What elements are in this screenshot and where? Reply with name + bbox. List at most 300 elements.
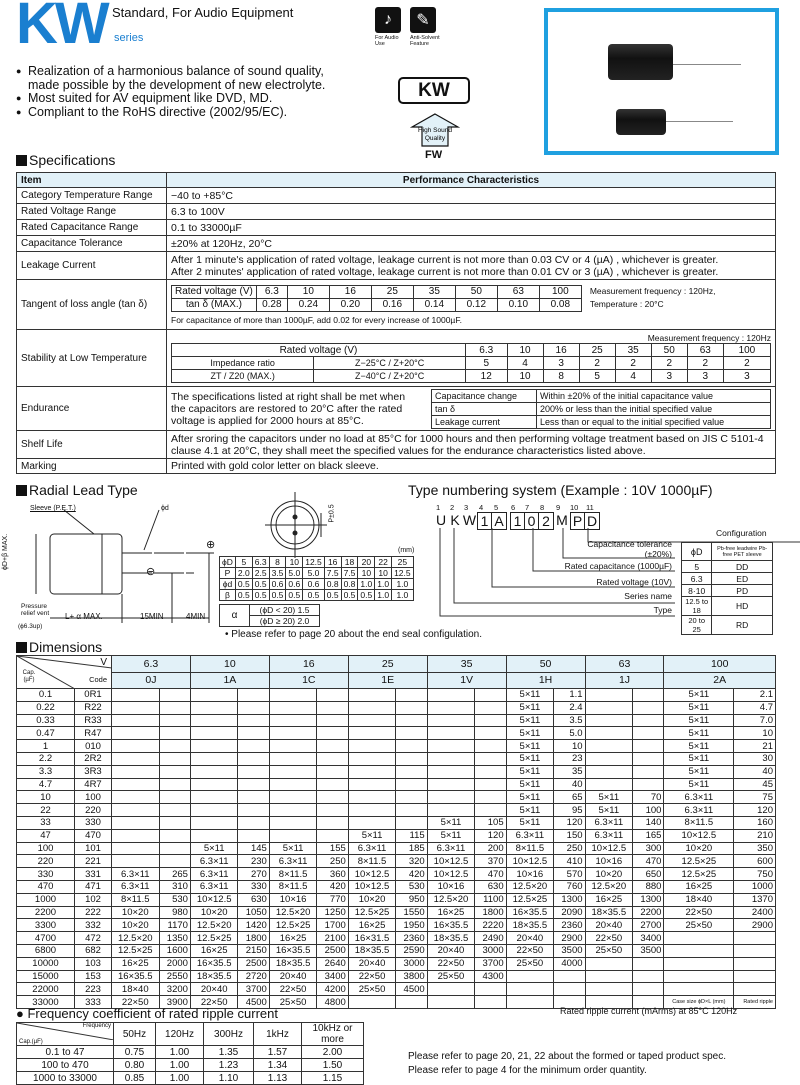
diameter-label: ϕD+β MAX.	[2, 533, 9, 570]
case-size-cell: 18×35.5	[506, 919, 554, 932]
ripple-cell: 630	[475, 880, 506, 893]
case-size-cell: 10×12.5	[427, 855, 475, 868]
case-size-cell	[585, 701, 633, 714]
ripple-cell	[633, 701, 664, 714]
table-row	[17, 778, 776, 791]
case-size-cell	[112, 778, 160, 791]
cell: 5	[235, 557, 252, 568]
cell: 10	[287, 285, 329, 298]
series-label: series	[114, 32, 144, 44]
ripple-cell: 370	[475, 855, 506, 868]
cell: 0.5	[252, 579, 269, 590]
case-size-cell: 16×25	[664, 880, 734, 893]
ripple-cell: 115	[396, 829, 427, 842]
case-size-cell: 6.3×11	[112, 868, 160, 881]
case-size-cell: 18×35.5	[269, 957, 317, 970]
case-size-cell: 8×11.5	[269, 868, 317, 881]
capacitance-cell: 0.22	[17, 701, 75, 714]
ripple-cell: 3000	[396, 957, 427, 970]
ripple-cell: 2500	[238, 957, 269, 970]
table-row	[17, 919, 776, 932]
case-size-cell: 20×40	[506, 932, 554, 945]
feature-item: ● Realization of a harmonious balance of sound quality,	[16, 65, 325, 79]
ripple-cell: 410	[554, 855, 585, 868]
col-header: 300Hz	[204, 1023, 254, 1046]
ripple-cell: 980	[159, 906, 190, 919]
specifications-table	[16, 172, 776, 474]
ripple-cell	[159, 714, 190, 727]
ripple-cell	[396, 804, 427, 817]
case-size-cell: 12.5×25	[190, 932, 238, 945]
cell: 2	[579, 357, 615, 370]
ripple-cell: 3400	[633, 932, 664, 945]
code-header: 1V	[427, 672, 506, 689]
case-size-cell: 6.3×11	[190, 855, 238, 868]
case-size-cell: 5×11	[664, 689, 734, 702]
feature-item: made possible by the development of new electrolyte.	[28, 77, 326, 92]
cell: 8	[543, 370, 579, 383]
case-size-cell	[112, 714, 160, 727]
ripple-cell: 570	[554, 868, 585, 881]
corner-cell	[17, 656, 112, 689]
case-size-cell	[269, 804, 317, 817]
position: 3	[464, 503, 469, 512]
case-size-cell: 5×11	[506, 701, 554, 714]
cell: 22	[375, 557, 392, 568]
case-size-cell	[348, 752, 396, 765]
case-size-cell: 6.3×11	[427, 842, 475, 855]
ripple-cell	[633, 765, 664, 778]
code-header: 0J	[112, 672, 191, 689]
ripple-cell	[396, 740, 427, 753]
case-size-cell: 12.5×20	[585, 880, 633, 893]
case-size-cell	[269, 752, 317, 765]
ripple-cell: 45	[734, 778, 776, 791]
ripple-cell	[396, 778, 427, 791]
cell: 10	[507, 344, 543, 357]
case-size-cell: 5×11	[506, 689, 554, 702]
cell: 50	[455, 285, 497, 298]
ripple-cell: 30	[734, 752, 776, 765]
cell: 1.34	[254, 1059, 302, 1072]
capacitance-cell: 10	[17, 791, 75, 804]
type-label: Type	[653, 605, 672, 615]
code-cell: 221	[75, 855, 112, 868]
code-cell: 333	[75, 996, 112, 1009]
ripple-cell: 1300	[554, 893, 585, 906]
cell: β	[220, 590, 236, 601]
cell: ϕd	[220, 579, 236, 590]
code-char: 2	[542, 513, 550, 529]
case-size-cell: 12.5×20	[190, 919, 238, 932]
ripple-cell	[159, 804, 190, 817]
ripple-cell: 2700	[633, 919, 664, 932]
svg-text:High Sound: High Sound	[418, 127, 452, 134]
case-size-cell: 10×12.5	[348, 880, 396, 893]
ripple-cell	[475, 778, 506, 791]
cell: Less than or equal to the initial specified value	[537, 415, 771, 428]
capacitance-cell: 3.3	[17, 765, 75, 778]
voltage-header: 35	[427, 656, 506, 673]
case-size-cell	[427, 701, 475, 714]
ripple-cell: 1000	[734, 880, 776, 893]
ripple-cell	[159, 778, 190, 791]
ripple-cell: 2550	[159, 970, 190, 983]
case-size-cell: 16×35.5	[427, 919, 475, 932]
code-cell: 223	[75, 983, 112, 996]
cell: 10	[375, 568, 392, 579]
cell: 12	[465, 370, 507, 383]
case-size-cell	[190, 689, 238, 702]
cell: 63	[497, 285, 539, 298]
measurement-note: Measurement frequency : 120Hz	[647, 333, 771, 343]
case-size-cell: 6.3×11	[664, 804, 734, 817]
case-size-cell: 18×35.5	[348, 944, 396, 957]
minus-icon: ⊖	[146, 566, 156, 578]
code-char: 1	[511, 513, 525, 529]
position: 8	[540, 503, 545, 512]
case-size-cell	[506, 983, 554, 996]
ripple-cell	[396, 714, 427, 727]
col-header: 120Hz	[156, 1023, 204, 1046]
case-size-cell: 16×35.5	[190, 957, 238, 970]
col-header: 1kHz	[254, 1023, 302, 1046]
series-logo: KW	[16, 0, 107, 56]
configuration-title: Configuration	[716, 528, 767, 538]
table-row	[17, 791, 776, 804]
case-size-cell	[112, 727, 160, 740]
row-label: tan δ (MAX.)	[172, 298, 257, 311]
dimensions-title: Dimensions	[16, 639, 102, 655]
case-size-cell	[269, 714, 317, 727]
case-size-cell	[585, 752, 633, 765]
cell: 5	[682, 561, 712, 573]
footer-note: Please refer to page 4 for the minimum order quantity.	[408, 1065, 647, 1076]
case-size-cell: 5×11	[585, 791, 633, 804]
cell: 6.3	[256, 285, 287, 298]
case-size-cell: 8×11.5	[269, 880, 317, 893]
alpha-table	[219, 604, 320, 627]
ripple-cell: 1800	[475, 906, 506, 919]
capacitance-cell: 10000	[17, 957, 75, 970]
case-size-cell: 22×50	[348, 970, 396, 983]
code-cell: 222	[75, 906, 112, 919]
case-size-cell	[190, 752, 238, 765]
ripple-cell	[238, 752, 269, 765]
cell: 0.24	[287, 298, 329, 311]
capacitance-label: Cap.(µF)	[19, 1039, 43, 1045]
ripple-cell	[475, 727, 506, 740]
cell: 10	[286, 557, 303, 568]
code-char: 0	[525, 513, 539, 529]
spec-label: Rated Voltage Range	[17, 204, 167, 220]
cell: RD	[712, 616, 773, 635]
cell: (ϕD < 20) 1.5	[250, 605, 320, 616]
cell: 1.0	[392, 579, 414, 590]
base-series: FW	[425, 149, 443, 161]
capacitance-cell: 6800	[17, 944, 75, 957]
case-size-cell: 16×25	[112, 957, 160, 970]
ripple-cell	[238, 727, 269, 740]
ripple-cell: 95	[554, 804, 585, 817]
ripple-cell: 4800	[317, 996, 348, 1009]
frequency-title-text: Frequency coefficient of rated ripple current	[27, 1006, 278, 1021]
case-size-cell: 5×11	[190, 842, 238, 855]
ripple-cell: 165	[633, 829, 664, 842]
ripple-cell	[734, 957, 776, 970]
case-size-cell: 22×50	[269, 983, 317, 996]
row-label: ZT / Z20 (MAX.)	[172, 370, 314, 383]
case-size-cell	[112, 804, 160, 817]
capacitance-cell: 0.33	[17, 714, 75, 727]
lead-pitch-diagram	[265, 490, 335, 560]
position: 11	[586, 503, 594, 512]
lead-wire	[673, 64, 741, 65]
ripple-cell: 530	[159, 893, 190, 906]
case-size-cell: 6.3×11	[112, 880, 160, 893]
table-row	[17, 932, 776, 945]
case-size-cell	[112, 829, 160, 842]
ripple-cell: 3700	[238, 983, 269, 996]
ripple-cell: 3200	[159, 983, 190, 996]
ripple-cell: 40	[554, 778, 585, 791]
case-size-cell	[506, 996, 554, 1009]
pitch-label: P±0.5	[328, 504, 336, 523]
ripple-cell: 1420	[238, 919, 269, 932]
case-size-cell	[427, 752, 475, 765]
code-header: 1J	[585, 672, 664, 689]
code-cell: 4R7	[75, 778, 112, 791]
case-size-cell: 5×11	[506, 816, 554, 829]
case-size-cell: 5×11	[664, 765, 734, 778]
ripple-cell: 265	[159, 868, 190, 881]
case-size-cell	[348, 816, 396, 829]
ripple-cell: 1250	[317, 906, 348, 919]
case-size-cell: 18×40	[112, 983, 160, 996]
case-size-cell	[585, 957, 633, 970]
code-cell: 332	[75, 919, 112, 932]
ripple-cell	[475, 804, 506, 817]
ripple-cell: 470	[475, 868, 506, 881]
ripple-cell: 300	[633, 842, 664, 855]
ripple-cell	[475, 791, 506, 804]
case-size-cell: 5×11	[506, 752, 554, 765]
case-size-cell: 10×12.5	[585, 842, 633, 855]
ripple-cell: 2360	[396, 932, 427, 945]
ripple-cell: 950	[396, 893, 427, 906]
code-header: 1A	[190, 672, 269, 689]
cell: 0.5	[358, 590, 375, 601]
cell: 0.5	[303, 590, 325, 601]
code-char: U	[435, 512, 447, 528]
case-size-cell: 16×25	[269, 932, 317, 945]
case-size-cell	[348, 689, 396, 702]
cell: 0.5	[235, 579, 252, 590]
position: 10	[570, 503, 579, 512]
row-label: tan δ	[432, 402, 537, 415]
ripple-cell: 250	[554, 842, 585, 855]
lead-diameter-label: ϕd	[161, 505, 169, 512]
cell: 10	[358, 568, 375, 579]
ripple-cell	[475, 765, 506, 778]
case-size-cell: 10×20	[190, 906, 238, 919]
case-size-cell: 10×12.5	[664, 829, 734, 842]
ripple-cell: 5.0	[554, 727, 585, 740]
ripple-cell: Rated ripple	[734, 996, 776, 1009]
case-size-cell: 16×35.5	[112, 970, 160, 983]
cell: 2	[687, 357, 723, 370]
ripple-cell: 4300	[475, 970, 506, 983]
lead-wire	[666, 121, 733, 122]
cell: 12.5	[392, 568, 414, 579]
ripple-cell	[734, 932, 776, 945]
ripple-cell	[317, 816, 348, 829]
code-char: D	[586, 513, 598, 529]
col-item: Item	[17, 173, 167, 188]
case-size-cell: 12.5×20	[506, 880, 554, 893]
ripple-cell: 4.7	[734, 701, 776, 714]
radial-title: Radial Lead Type	[16, 482, 138, 498]
ripple-cell	[238, 778, 269, 791]
product-photo	[544, 8, 779, 155]
case-size-cell	[190, 804, 238, 817]
cell: 1.57	[254, 1046, 302, 1059]
cell: 1.23	[204, 1059, 254, 1072]
audio-feature: ♪ For Audio Use	[375, 7, 405, 47]
cell: 12.5 to 18	[682, 597, 712, 616]
code-header: 1C	[269, 672, 348, 689]
cell: 5.0	[303, 568, 325, 579]
lead-end-label: 4MIN	[186, 612, 206, 621]
ripple-cell: 420	[396, 868, 427, 881]
capacitance-cell: 1	[17, 740, 75, 753]
sleeve-label: Sleeve (P.E.T.)	[30, 505, 76, 512]
ripple-cell: 3000	[475, 944, 506, 957]
measurement-note: Measurement frequency : 120Hz,	[589, 285, 716, 296]
leakage-line: After 1 minute's application of rated voltage, leakage current is not more than 0.03 CV or 4 (µA) , whichever is greater.	[171, 253, 719, 266]
ripple-cell	[396, 765, 427, 778]
case-size-cell: 6.3×11	[506, 829, 554, 842]
case-size-cell: 5×11	[585, 804, 633, 817]
cell: 12.5	[303, 557, 325, 568]
ripple-cell: 21	[734, 740, 776, 753]
case-size-cell	[585, 727, 633, 740]
dimensions-table	[16, 655, 776, 1009]
col-header: Pb-free leadwire Pb-free PET sleeve	[712, 543, 773, 561]
spec-value: 0.1 to 33000µF	[167, 220, 776, 236]
capacitance-label: Cap. (µF)	[22, 670, 36, 683]
case-size-cell	[269, 816, 317, 829]
ripple-cell: 140	[633, 816, 664, 829]
case-size-cell: 22×50	[427, 957, 475, 970]
case-size-cell	[427, 804, 475, 817]
position: 1	[436, 503, 441, 512]
voltage-header: 6.3	[112, 656, 191, 673]
ripple-cell	[317, 689, 348, 702]
ripple-cell: 7.0	[734, 714, 776, 727]
spec-label: Capacitance Tolerance	[17, 236, 167, 252]
ripple-cell	[475, 983, 506, 996]
cell: 0.8	[324, 579, 341, 590]
ripple-cell	[238, 804, 269, 817]
ripple-cell: 420	[317, 880, 348, 893]
case-size-cell: 6.3×11	[585, 829, 633, 842]
capacitance-cell: 22	[17, 804, 75, 817]
ripple-cell	[317, 778, 348, 791]
case-size-cell: 16×25	[348, 919, 396, 932]
ripple-cell	[317, 765, 348, 778]
case-size-cell: 5×11	[506, 714, 554, 727]
ripple-cell	[238, 829, 269, 842]
cell: 20	[358, 557, 375, 568]
cell: 3	[543, 357, 579, 370]
case-size-cell: 10×12.5	[190, 893, 238, 906]
leakage-line: After 2 minutes' application of rated voltage, leakage current is not more than 0.01 CV or 3 (µA) , whichever is greater.	[171, 265, 719, 278]
endurance-text: The specifications listed at right shall be met when	[171, 390, 406, 403]
case-size-cell	[427, 714, 475, 727]
cell: 1.35	[204, 1046, 254, 1059]
table-row	[17, 855, 776, 868]
ripple-cell: 10	[734, 727, 776, 740]
ripple-cell	[396, 752, 427, 765]
ripple-cell: 1550	[396, 906, 427, 919]
cell: 1.13	[254, 1072, 302, 1085]
feature-icons	[375, 7, 440, 47]
case-size-cell	[112, 752, 160, 765]
case-size-cell	[664, 932, 734, 945]
cell: 0.85	[114, 1072, 156, 1085]
ripple-cell: 23	[554, 752, 585, 765]
cell: Within ±20% of the initial capacitance value	[537, 389, 771, 402]
ripple-cell: 2.4	[554, 701, 585, 714]
case-size-cell	[190, 816, 238, 829]
cell: 2	[615, 357, 651, 370]
capacitance-cell: 100	[17, 842, 75, 855]
plus-icon: ⊕	[206, 539, 216, 551]
ripple-cell	[633, 778, 664, 791]
ripple-cell: 4500	[396, 983, 427, 996]
capacitance-cell: 1000	[17, 893, 75, 906]
case-size-cell	[112, 701, 160, 714]
cell: ED	[712, 573, 773, 585]
code-cell: 153	[75, 970, 112, 983]
ripple-cell: 120	[734, 804, 776, 817]
ripple-cell	[238, 765, 269, 778]
cell: 7.5	[324, 568, 341, 579]
code-cell: 682	[75, 944, 112, 957]
cell: 4	[615, 370, 651, 383]
ripple-cell	[633, 714, 664, 727]
case-size-cell: 12.5×20	[427, 893, 475, 906]
code-cell: 103	[75, 957, 112, 970]
case-size-cell	[348, 714, 396, 727]
ripple-cell	[159, 829, 190, 842]
ripple-cell: 2200	[633, 906, 664, 919]
table-row	[17, 740, 776, 753]
case-size-cell	[506, 970, 554, 983]
cell: 0.20	[329, 298, 371, 311]
ripple-cell: 150	[554, 829, 585, 842]
cell: 35	[615, 344, 651, 357]
ripple-cell: 2720	[238, 970, 269, 983]
ripple-cell: 185	[396, 842, 427, 855]
ripple-cell	[238, 791, 269, 804]
ripple-cell: 2900	[554, 932, 585, 945]
case-size-cell	[112, 740, 160, 753]
case-size-cell	[190, 701, 238, 714]
cell: 1.50	[302, 1059, 364, 1072]
case-size-cell: 12.5×20	[269, 906, 317, 919]
